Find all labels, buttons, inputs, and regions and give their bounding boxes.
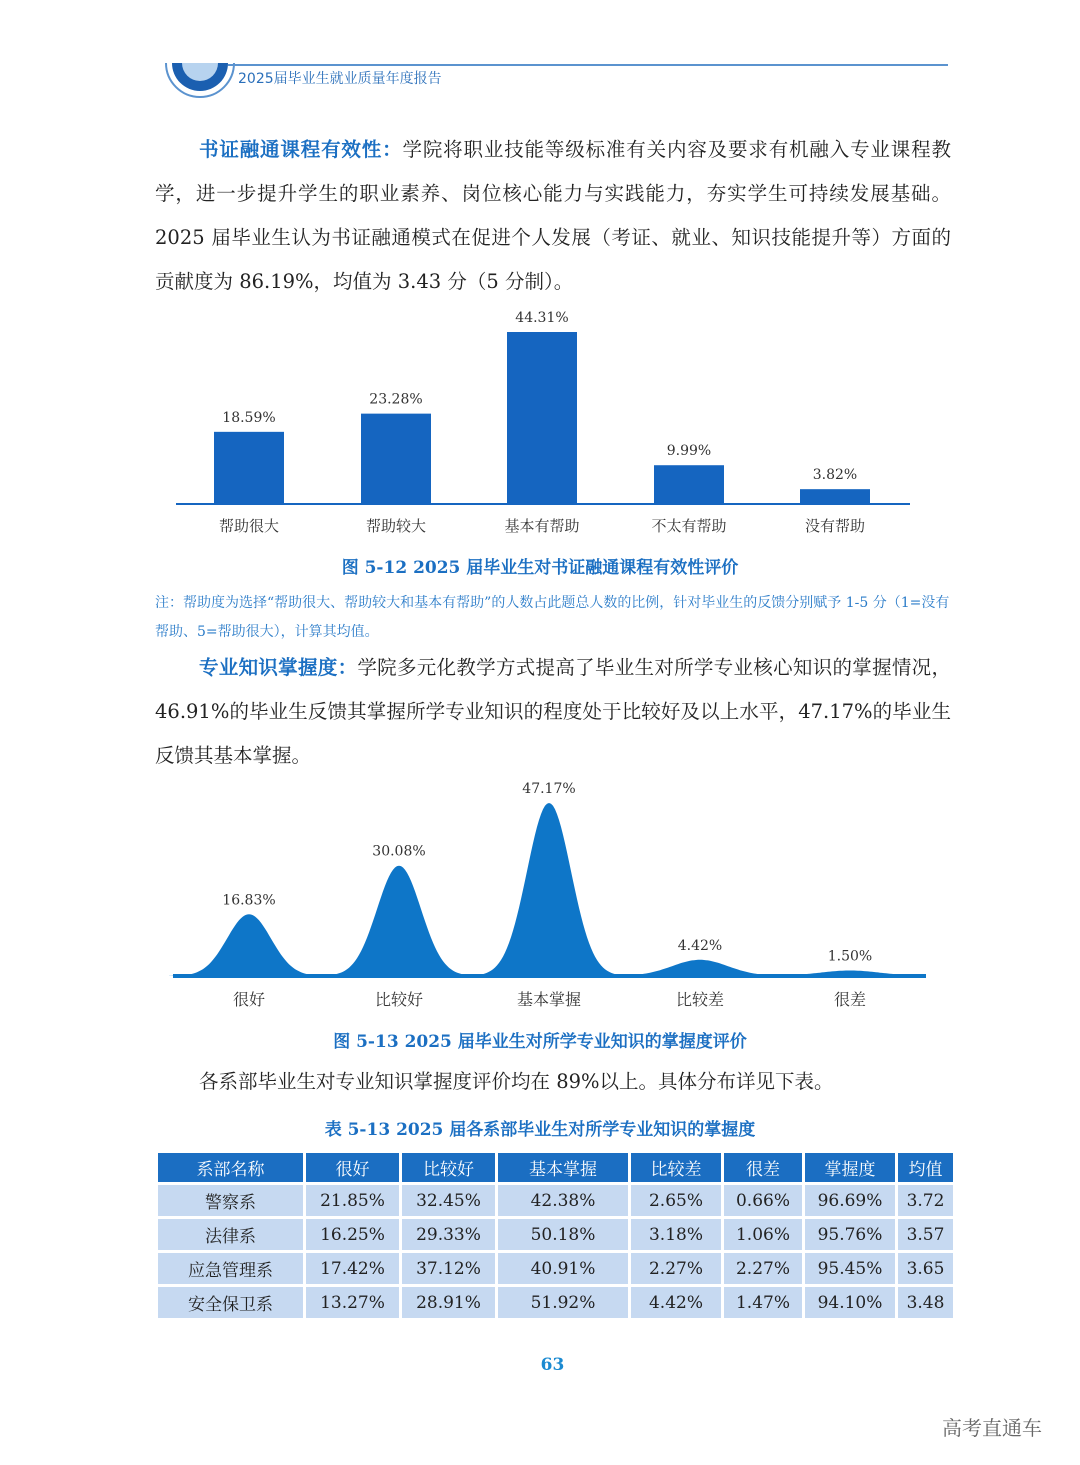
x-tick-label: 基本掌握: [516, 990, 582, 1009]
table-cell: 50.18%: [498, 1219, 628, 1250]
table-cell: 17.42%: [306, 1253, 399, 1284]
peak-0: [169, 914, 329, 976]
paragraph-keyword: 书证融通课程有效性：: [199, 138, 403, 161]
table-cell: 2.27%: [724, 1253, 802, 1284]
table-cell: 警察系: [158, 1185, 303, 1216]
table-header-cell: 均值: [898, 1153, 953, 1182]
table-cell: 0.66%: [724, 1185, 802, 1216]
x-tick-label: 帮助很大: [218, 517, 280, 535]
table-cell: 32.45%: [402, 1185, 495, 1216]
x-tick-label: 比较差: [675, 990, 725, 1009]
table-cell: 94.10%: [805, 1287, 895, 1318]
paragraph-table-intro: 各系部毕业生对专业知识掌握度评价均在 89%以上。具体分布详见下表。: [199, 1070, 834, 1093]
table-caption: 表 5-13 2025 届各系部毕业生对所学专业知识的掌握度: [324, 1120, 756, 1140]
table-cell: 3.18%: [631, 1219, 721, 1250]
table-header-cell: 比较好: [402, 1153, 495, 1182]
table-header-cell: 掌握度: [805, 1153, 895, 1182]
x-tick-label: 帮助较大: [365, 517, 427, 535]
data-label: 44.31%: [515, 310, 569, 326]
table-header-cell: 基本掌握: [498, 1153, 628, 1182]
x-tick-label: 很好: [232, 990, 266, 1009]
header-title: 2025届毕业生就业质量年度报告: [238, 71, 442, 87]
bar-4: [800, 489, 870, 504]
table-cell: 4.42%: [631, 1287, 721, 1318]
table-header-row: [158, 1153, 953, 1182]
table-cell: 2.65%: [631, 1185, 721, 1216]
table-cell: 95.45%: [805, 1253, 895, 1284]
bar-chart-cert-course: [0, 300, 1080, 545]
table-row: [158, 1185, 953, 1216]
watermark: 高考直通车: [942, 1416, 1042, 1440]
peak-1: [319, 866, 479, 976]
paragraph-text: 学院多元化教学方式提高了毕业生对所学专业核心知识的掌握情况，46.91%的毕业生反馈其掌握所学专业知识的程度处于比较好及以上水平，47.17%的毕业生反馈其基本掌握。: [155, 656, 951, 767]
table-cell: 28.91%: [402, 1287, 495, 1318]
table-cell: 95.76%: [805, 1219, 895, 1250]
table-cell: 2.27%: [631, 1253, 721, 1284]
paragraph-cert-course: [155, 128, 951, 304]
table-cell: 1.06%: [724, 1219, 802, 1250]
table-cell: 3.57: [898, 1219, 953, 1250]
peak-3: [620, 960, 780, 976]
paragraph-keyword: 专业知识掌握度：: [199, 656, 358, 679]
x-tick-label: 不太有帮助: [651, 517, 727, 535]
table-cell: 13.27%: [306, 1287, 399, 1318]
table-cell: 40.91%: [498, 1253, 628, 1284]
data-label: 47.17%: [522, 781, 576, 797]
table-cell: 16.25%: [306, 1219, 399, 1250]
figure-caption-5-13: 图 5-13 2025 届毕业生对所学专业知识的掌握度评价: [333, 1032, 747, 1052]
x-tick-label: 没有帮助: [804, 517, 866, 535]
bar-3: [654, 465, 724, 504]
table-cell: 法律系: [158, 1219, 303, 1250]
table-header-cell: 比较差: [631, 1153, 721, 1182]
table-cell: 3.72: [898, 1185, 953, 1216]
table-row: [158, 1287, 953, 1318]
paragraph-knowledge: [155, 646, 951, 778]
mastery-table: [155, 1150, 956, 1321]
data-label: 16.83%: [222, 892, 276, 909]
header-rule: [228, 64, 948, 66]
bar-2: [507, 332, 577, 504]
data-label: 18.59%: [222, 409, 276, 426]
table-cell: 安全保卫系: [158, 1287, 303, 1318]
data-label: 23.28%: [369, 391, 423, 408]
x-tick-label: 很差: [833, 990, 867, 1009]
table-cell: 应急管理系: [158, 1253, 303, 1284]
bar-1: [361, 414, 431, 504]
table-cell: 37.12%: [402, 1253, 495, 1284]
peak-2: [469, 803, 629, 976]
table-cell: 96.69%: [805, 1185, 895, 1216]
table-cell: 21.85%: [306, 1185, 399, 1216]
table-row: [158, 1219, 953, 1250]
data-label: 4.42%: [677, 937, 723, 954]
table-cell: 3.65: [898, 1253, 953, 1284]
table-cell: 3.48: [898, 1287, 953, 1318]
page-number: 63: [540, 1355, 565, 1375]
x-tick-label: 比较好: [374, 990, 424, 1009]
x-tick-label: 基本有帮助: [504, 517, 580, 535]
header-logo-icon: [160, 55, 240, 105]
peak-chart-knowledge: [0, 775, 1080, 1020]
table-cell: 51.92%: [498, 1287, 628, 1318]
table-row: [158, 1253, 953, 1284]
paragraph-text: 学院将职业技能等级标准有关内容及要求有机融入专业课程教学，进一步提升学生的职业素养、岗位核心能力与实践能力，夯实学生可持续发展基础。2025 届毕业生认为书证融通模式在促进个人发展（考证、就业、知识技能提升等）方面的贡献度为 86.19%，均值为 3.43 分（5 分制）。: [155, 138, 951, 293]
table-cell: 1.47%: [724, 1287, 802, 1318]
table-header-cell: 很差: [724, 1153, 802, 1182]
table-cell: 42.38%: [498, 1185, 628, 1216]
table-header-cell: 系部名称: [158, 1153, 303, 1182]
figure-note: 注：帮助度为选择“帮助很大、帮助较大和基本有帮助”的人数占此题总人数的比例，针对毕业生的反馈分别赋予 1-5 分（1=没有帮助、5=帮助很大），计算其均值。: [155, 595, 950, 640]
table-cell: 29.33%: [402, 1219, 495, 1250]
data-label: 30.08%: [372, 843, 426, 860]
table-header-cell: 很好: [306, 1153, 399, 1182]
figure-caption-5-12: 图 5-12 2025 届毕业生对书证融通课程有效性评价: [341, 558, 739, 578]
data-label: 9.99%: [666, 443, 712, 460]
data-label: 3.82%: [812, 467, 858, 484]
data-label: 1.50%: [827, 948, 873, 965]
bar-0: [214, 432, 284, 504]
